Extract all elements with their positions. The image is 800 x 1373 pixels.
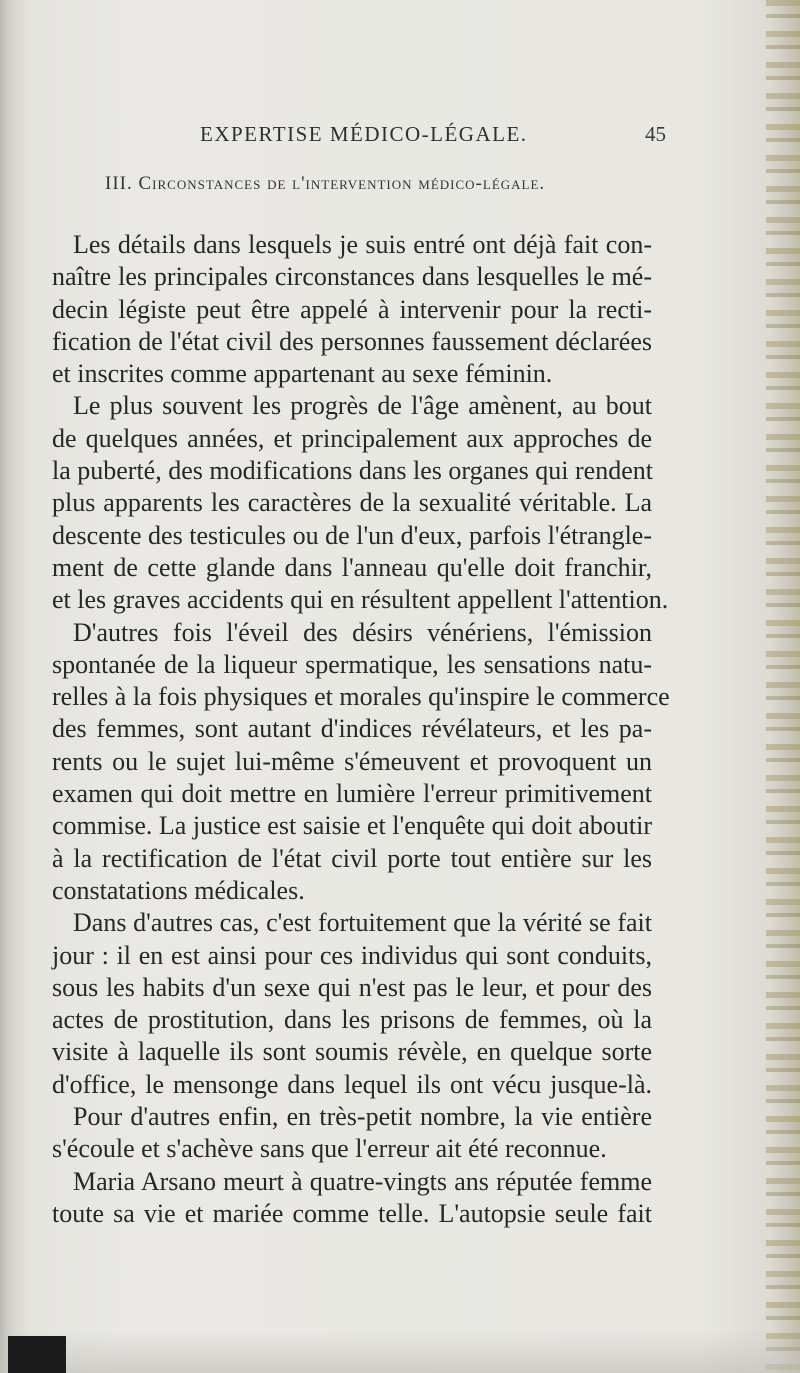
text-line: actes de prostitution, dans les prisons de femmes, où la bbox=[52, 1005, 652, 1035]
text-line: examen qui doit mettre en lumière l'erreur primitivement bbox=[52, 779, 652, 809]
text-line: Pour d'autres enfin, en très-petit nombre, la vie entière bbox=[73, 1102, 652, 1132]
text-line: visite à laquelle ils sont soumis révèle, en quelque sorte bbox=[52, 1037, 652, 1067]
text-line: jour : il en est ainsi pour ces individus qui sont conduits, bbox=[52, 940, 652, 970]
text-line: et inscrites comme appartenant au sexe féminin. bbox=[52, 359, 553, 389]
text-line: decin légiste peut être appelé à intervenir pour la recti- bbox=[52, 294, 652, 324]
text-line: de quelques années, et principalement aux approches de bbox=[52, 423, 652, 453]
running-head-title: EXPERTISE MÉDICO-LÉGALE. bbox=[200, 122, 528, 146]
text-line: d'office, le mensonge dans lequel ils ont vécu jusque-là. bbox=[52, 1069, 652, 1099]
text-line: à la rectification de l'état civil porte tout entière sur les bbox=[52, 843, 652, 873]
body-text bbox=[52, 229, 670, 1230]
text-line: Dans d'autres cas, c'est fortuitement que la vérité se fait bbox=[73, 908, 652, 938]
page-bottom-shadow bbox=[0, 1330, 800, 1373]
page-edge-stain bbox=[766, 0, 800, 1373]
text-line: Les détails dans lesquels je suis entré ont déjà fait con- bbox=[73, 230, 652, 259]
text-line: descente des testicules ou de l'un d'eux, parfois l'étrangle- bbox=[52, 520, 652, 550]
text-line: commise. La justice est saisie et l'enquête qui doit aboutir bbox=[52, 811, 652, 841]
text-line: Le plus souvent les progrès de l'âge amènent, au bout bbox=[73, 391, 652, 421]
page-gutter-shadow bbox=[0, 0, 16, 1373]
text-line: constatations médicales. bbox=[52, 875, 305, 905]
text-line: rents ou le sujet lui-même s'émeuvent et provoquent un bbox=[52, 746, 652, 776]
text-line: la puberté, des modifications dans les organes qui rendent bbox=[52, 456, 653, 486]
page-number: 45 bbox=[645, 122, 666, 146]
text-line: ment de cette glande dans l'anneau qu'elle doit franchir, bbox=[52, 552, 652, 582]
scan-black-mark bbox=[8, 1336, 66, 1373]
text-line: fication de l'état civil des personnes faussement déclarées bbox=[52, 326, 652, 356]
section-heading: III. Circonstances de l'intervention médico-légale. bbox=[105, 173, 546, 194]
text-line: naître les principales circonstances dans lesquelles le mé- bbox=[52, 262, 652, 292]
text-line: et les graves accidents qui en résultent appellent l'attention. bbox=[52, 585, 669, 615]
text-line: Maria Arsano meurt à quatre-vingts ans réputée femme bbox=[73, 1166, 652, 1196]
text-line: des femmes, sont autant d'indices révélateurs, et les pa- bbox=[52, 714, 652, 744]
text-line: plus apparents les caractères de la sexualité véritable. La bbox=[52, 488, 652, 518]
text-line: toute sa vie et mariée comme telle. L'autopsie seule fait bbox=[52, 1198, 652, 1228]
text-line: s'écoule et s'achève sans que l'erreur ait été reconnue. bbox=[52, 1134, 607, 1164]
text-line: sous les habits d'un sexe qui n'est pas le leur, et pour des bbox=[52, 972, 652, 1002]
text-line: relles à la fois physiques et morales qu'inspire le commerce bbox=[52, 682, 670, 712]
text-line: D'autres fois l'éveil des désirs vénériens, l'émission bbox=[73, 617, 652, 647]
text-line: spontanée de la liqueur spermatique, les sensations natu- bbox=[52, 649, 652, 679]
